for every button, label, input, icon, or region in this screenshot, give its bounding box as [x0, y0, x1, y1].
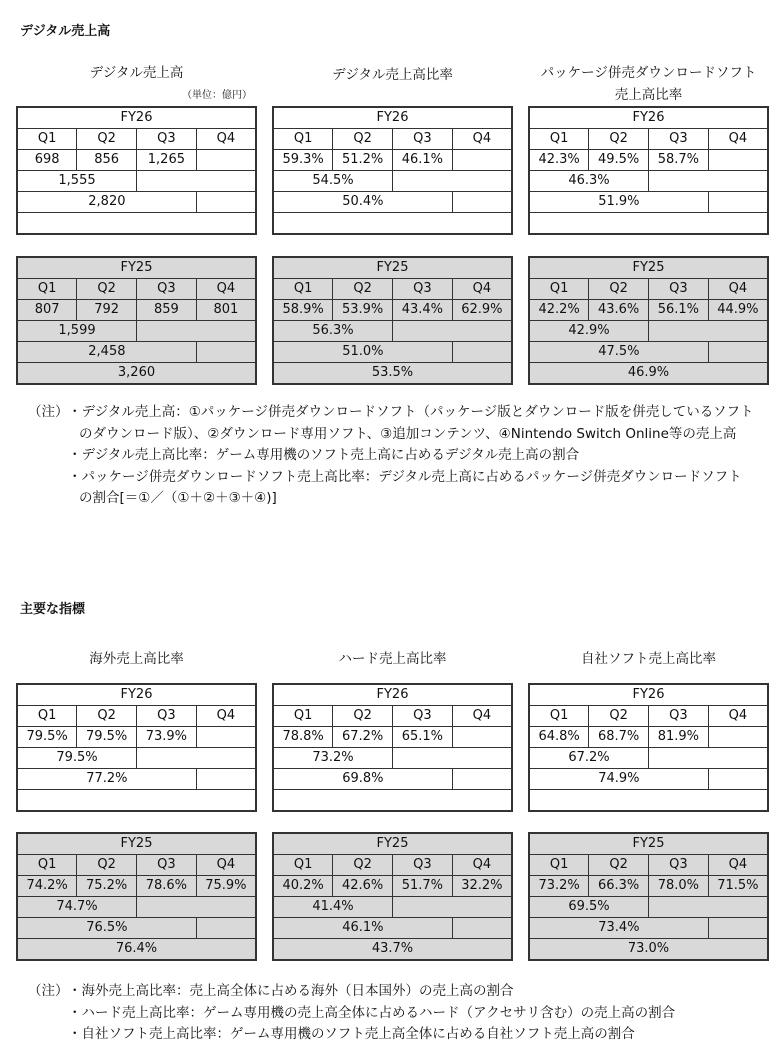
- quarter-value: 856: [77, 150, 137, 171]
- fiscal-year-header: FY26: [529, 107, 768, 129]
- nine-month-value: 76.5%: [17, 918, 196, 939]
- first-half-value: 1,555: [17, 171, 137, 192]
- annual-value: 3,260: [17, 363, 256, 385]
- quarter-header: Q2: [589, 279, 649, 300]
- quarter-value: 81.9%: [649, 727, 709, 748]
- table-row: [529, 897, 768, 918]
- fiscal-year-header: FY25: [273, 257, 512, 279]
- fiscal-year-header: FY25: [273, 833, 512, 855]
- quarter-header: Q4: [196, 855, 256, 876]
- table-row: [273, 171, 512, 192]
- notes-lines: [68, 981, 675, 1046]
- table-title-line: 自社ソフト売上高比率: [581, 651, 716, 667]
- empty-cell: [393, 321, 513, 342]
- notes-label: （注）: [28, 404, 69, 420]
- notes-lines: [68, 402, 753, 510]
- table-row: [17, 855, 256, 876]
- empty-cell: [196, 918, 256, 939]
- data-table: [272, 256, 513, 385]
- table-row: [17, 257, 256, 279]
- quarter-header: Q1: [273, 706, 333, 727]
- table-row: [17, 321, 256, 342]
- table-row: [273, 748, 512, 769]
- table-row: [273, 192, 512, 213]
- quarter-value: 73.2%: [529, 876, 589, 897]
- table-title-line: デジタル売上高: [89, 65, 184, 81]
- quarter-value: 49.5%: [589, 150, 649, 171]
- first-half-value: 54.5%: [273, 171, 393, 192]
- table-title: [16, 62, 257, 84]
- empty-cell: [649, 171, 769, 192]
- annual-value: [273, 790, 512, 812]
- table-row: [273, 706, 512, 727]
- quarter-header: Q2: [77, 279, 137, 300]
- table-row: [529, 684, 768, 706]
- quarter-value: 58.7%: [649, 150, 709, 171]
- fiscal-year-header: FY26: [529, 684, 768, 706]
- quarter-value: 78.8%: [273, 727, 333, 748]
- table-title-line: 海外売上高比率: [89, 651, 184, 667]
- table-row: [273, 939, 512, 961]
- nine-month-value: 2,458: [17, 342, 196, 363]
- table-row: [273, 107, 512, 129]
- quarter-value: 40.2%: [273, 876, 333, 897]
- table-row: [17, 748, 256, 769]
- quarter-value: 78.6%: [137, 876, 197, 897]
- first-half-value: 56.3%: [273, 321, 393, 342]
- table-title-line: ハード売上高比率: [338, 651, 447, 667]
- quarter-header: Q3: [649, 706, 709, 727]
- quarter-header: Q3: [649, 129, 709, 150]
- table-row: [529, 171, 768, 192]
- quarter-header: Q2: [333, 279, 393, 300]
- table-row: [17, 129, 256, 150]
- quarter-value: 44.9%: [708, 300, 768, 321]
- empty-cell: [137, 171, 257, 192]
- annual-value: [529, 790, 768, 812]
- quarter-value: [452, 727, 512, 748]
- quarter-header: Q3: [137, 129, 197, 150]
- quarter-value: 65.1%: [393, 727, 453, 748]
- table-row: [529, 876, 768, 897]
- table-row: [529, 790, 768, 812]
- table-row: [529, 129, 768, 150]
- quarter-header: Q1: [273, 855, 333, 876]
- table-row: [17, 918, 256, 939]
- annual-value: [17, 213, 256, 235]
- fiscal-year-header: FY26: [273, 684, 512, 706]
- notes-row: [28, 402, 753, 510]
- quarter-value: 42.3%: [529, 150, 589, 171]
- empty-cell: [452, 342, 512, 363]
- quarter-value: 73.9%: [137, 727, 197, 748]
- empty-cell: [708, 769, 768, 790]
- table-row: [529, 918, 768, 939]
- table-title-line: パッケージ併売ダウンロードソフト: [540, 65, 757, 81]
- quarter-value: 46.1%: [393, 150, 453, 171]
- data-table: [528, 256, 769, 385]
- table-row: [273, 300, 512, 321]
- data-table: [528, 832, 769, 961]
- quarter-header: Q2: [77, 855, 137, 876]
- table-row: [273, 363, 512, 385]
- table-row: [273, 342, 512, 363]
- empty-cell: [137, 321, 257, 342]
- table-row: [529, 150, 768, 171]
- quarter-value: 66.3%: [589, 876, 649, 897]
- table-row: [273, 918, 512, 939]
- nine-month-value: 74.9%: [529, 769, 708, 790]
- note-line: ・パッケージ併売ダウンロードソフト売上高比率：デジタル売上高に占めるパッケージ併売ダウンロードソフト: [68, 468, 742, 485]
- quarter-value: 51.7%: [393, 876, 453, 897]
- note-line: ・海外売上高比率：売上高全体に占める海外（日本国外）の売上高の割合: [68, 983, 514, 999]
- table-title: [528, 62, 769, 106]
- empty-cell: [393, 171, 513, 192]
- empty-cell: [708, 192, 768, 213]
- table-row: [17, 279, 256, 300]
- table-title: [272, 64, 513, 86]
- table-row: [17, 939, 256, 961]
- annual-value: [17, 790, 256, 812]
- quarter-value: [452, 150, 512, 171]
- quarter-header: Q1: [17, 706, 77, 727]
- nine-month-value: 46.1%: [273, 918, 452, 939]
- fiscal-year-header: FY26: [273, 107, 512, 129]
- table-row: [529, 855, 768, 876]
- table-title: [528, 648, 769, 670]
- table-title: [272, 648, 513, 670]
- annual-value: 46.9%: [529, 363, 768, 385]
- quarter-header: Q4: [708, 129, 768, 150]
- quarter-value: 43.6%: [589, 300, 649, 321]
- table-row: [17, 342, 256, 363]
- table-row: [17, 706, 256, 727]
- table-row: [273, 769, 512, 790]
- quarter-header: Q3: [393, 706, 453, 727]
- annual-value: 76.4%: [17, 939, 256, 961]
- data-table: [528, 683, 769, 812]
- table-row: [529, 300, 768, 321]
- quarter-header: Q1: [529, 855, 589, 876]
- quarter-value: 62.9%: [452, 300, 512, 321]
- nine-month-value: 73.4%: [529, 918, 708, 939]
- table-row: [273, 897, 512, 918]
- quarter-header: Q3: [393, 129, 453, 150]
- table-row: [529, 342, 768, 363]
- empty-cell: [452, 918, 512, 939]
- data-table: [16, 256, 257, 385]
- nine-month-value: 47.5%: [529, 342, 708, 363]
- table-row: [273, 684, 512, 706]
- quarter-value: 42.2%: [529, 300, 589, 321]
- notes: [28, 402, 753, 510]
- empty-cell: [196, 192, 256, 213]
- fiscal-year-header: FY25: [17, 833, 256, 855]
- unit-label: （単位：億円）: [182, 90, 252, 101]
- quarter-header: Q1: [273, 279, 333, 300]
- table-row: [529, 107, 768, 129]
- table-row: [17, 300, 256, 321]
- annual-value: 43.7%: [273, 939, 512, 961]
- empty-cell: [708, 342, 768, 363]
- first-half-value: 41.4%: [273, 897, 393, 918]
- fiscal-year-header: FY25: [17, 257, 256, 279]
- empty-cell: [708, 918, 768, 939]
- table-row: [273, 855, 512, 876]
- empty-cell: [137, 748, 257, 769]
- data-table: [16, 683, 257, 812]
- quarter-header: Q3: [649, 279, 709, 300]
- table-row: [17, 684, 256, 706]
- quarter-value: 807: [17, 300, 77, 321]
- quarter-value: 53.9%: [333, 300, 393, 321]
- quarter-value: 79.5%: [77, 727, 137, 748]
- note-line: ・デジタル売上高：①パッケージ併売ダウンロードソフト（パッケージ版とダウンロード版を併売しているソフト: [68, 404, 754, 420]
- quarter-header: Q4: [452, 279, 512, 300]
- first-half-value: 1,599: [17, 321, 137, 342]
- table-row: [529, 833, 768, 855]
- empty-cell: [649, 897, 769, 918]
- data-table: [16, 832, 257, 961]
- empty-cell: [393, 897, 513, 918]
- quarter-value: 43.4%: [393, 300, 453, 321]
- table-row: [273, 727, 512, 748]
- data-table: [528, 106, 769, 235]
- table-row: [273, 213, 512, 235]
- table-row: [273, 321, 512, 342]
- quarter-header: Q4: [708, 706, 768, 727]
- empty-cell: [649, 748, 769, 769]
- table-row: [273, 279, 512, 300]
- nine-month-value: 51.9%: [529, 192, 708, 213]
- empty-cell: [137, 897, 257, 918]
- empty-cell: [196, 342, 256, 363]
- table-row: [529, 748, 768, 769]
- quarter-header: Q2: [589, 129, 649, 150]
- quarter-header: Q4: [196, 706, 256, 727]
- quarter-value: 64.8%: [529, 727, 589, 748]
- quarter-header: Q1: [17, 129, 77, 150]
- quarter-header: Q3: [137, 855, 197, 876]
- fiscal-year-header: FY26: [17, 107, 256, 129]
- table-row: [273, 129, 512, 150]
- nine-month-value: 50.4%: [273, 192, 452, 213]
- quarter-header: Q3: [137, 706, 197, 727]
- quarter-header: Q4: [708, 855, 768, 876]
- first-half-value: 46.3%: [529, 171, 649, 192]
- fiscal-year-header: FY25: [529, 257, 768, 279]
- annual-value: 53.5%: [273, 363, 512, 385]
- quarter-header: Q1: [17, 279, 77, 300]
- quarter-value: 71.5%: [708, 876, 768, 897]
- quarter-header: Q3: [137, 279, 197, 300]
- table-row: [529, 321, 768, 342]
- data-table: [16, 106, 257, 235]
- quarter-header: Q3: [649, 855, 709, 876]
- table-row: [17, 897, 256, 918]
- quarter-header: Q4: [452, 129, 512, 150]
- quarter-header: Q2: [77, 706, 137, 727]
- quarter-header: Q4: [196, 129, 256, 150]
- quarter-value: 42.6%: [333, 876, 393, 897]
- quarter-header: Q3: [393, 855, 453, 876]
- annual-value: 73.0%: [529, 939, 768, 961]
- nine-month-value: 2,820: [17, 192, 196, 213]
- quarter-value: 78.0%: [649, 876, 709, 897]
- first-half-value: 79.5%: [17, 748, 137, 769]
- table-row: [529, 257, 768, 279]
- empty-cell: [452, 192, 512, 213]
- quarter-value: [708, 727, 768, 748]
- note-line: ・デジタル売上高比率：ゲーム専用機のソフト売上高に占めるデジタル売上高の割合: [68, 447, 580, 463]
- quarter-header: Q1: [273, 129, 333, 150]
- table-row: [17, 171, 256, 192]
- quarter-header: Q2: [333, 706, 393, 727]
- data-table: [272, 106, 513, 235]
- quarter-value: 1,265: [137, 150, 197, 171]
- quarter-header: Q4: [708, 279, 768, 300]
- first-half-value: 67.2%: [529, 748, 649, 769]
- quarter-header: Q2: [77, 129, 137, 150]
- table-row: [17, 363, 256, 385]
- table-row: [529, 279, 768, 300]
- nine-month-value: 51.0%: [273, 342, 452, 363]
- table-row: [17, 192, 256, 213]
- first-half-value: 74.7%: [17, 897, 137, 918]
- quarter-header: Q2: [333, 129, 393, 150]
- note-line: ・自社ソフト売上高比率：ゲーム専用機のソフト売上高全体に占める自社ソフト売上高の割合: [68, 1026, 635, 1042]
- quarter-header: Q1: [529, 706, 589, 727]
- table-row: [529, 769, 768, 790]
- quarter-header: Q4: [452, 855, 512, 876]
- quarter-value: 859: [137, 300, 197, 321]
- quarter-header: Q2: [333, 855, 393, 876]
- quarter-value: [196, 727, 256, 748]
- quarter-header: Q4: [196, 279, 256, 300]
- quarter-value: [708, 150, 768, 171]
- quarter-value: 74.2%: [17, 876, 77, 897]
- empty-cell: [452, 769, 512, 790]
- quarter-header: Q2: [589, 855, 649, 876]
- quarter-value: 32.2%: [452, 876, 512, 897]
- table-row: [273, 876, 512, 897]
- fiscal-year-header: FY26: [17, 684, 256, 706]
- first-half-value: 73.2%: [273, 748, 393, 769]
- table-row: [529, 939, 768, 961]
- notes-label: （注）: [28, 983, 69, 999]
- quarter-header: Q2: [589, 706, 649, 727]
- table-row: [17, 727, 256, 748]
- table-title-line: 売上高比率: [614, 87, 683, 103]
- note-line: ・ハード売上高比率：ゲーム専用機の売上高全体に占めるハード（アクセサリ含む）の売上高の割合: [68, 1004, 676, 1021]
- notes-row: [28, 981, 675, 1046]
- quarter-header: Q1: [529, 129, 589, 150]
- table-row: [273, 790, 512, 812]
- quarter-value: 67.2%: [333, 727, 393, 748]
- quarter-value: 58.9%: [273, 300, 333, 321]
- table-row: [17, 769, 256, 790]
- quarter-value: 56.1%: [649, 300, 709, 321]
- data-table: [272, 832, 513, 961]
- quarter-value: 68.7%: [589, 727, 649, 748]
- quarter-value: 79.5%: [17, 727, 77, 748]
- table-row: [17, 213, 256, 235]
- quarter-header: Q4: [452, 706, 512, 727]
- section-title: 主要な指標: [20, 602, 86, 617]
- table-row: [529, 363, 768, 385]
- first-half-value: 69.5%: [529, 897, 649, 918]
- table-row: [17, 790, 256, 812]
- table-row: [17, 833, 256, 855]
- quarter-header: Q3: [393, 279, 453, 300]
- empty-cell: [196, 769, 256, 790]
- table-row: [273, 833, 512, 855]
- table-title-line: デジタル売上高比率: [332, 67, 453, 83]
- note-line: の割合[＝①／（①＋②＋③＋④)]: [79, 490, 277, 506]
- note-line: のダウンロード版）、②ダウンロード専用ソフト、③追加コンテンツ、④Nintendo Switch Online等の売上高: [79, 425, 737, 442]
- nine-month-value: 77.2%: [17, 769, 196, 790]
- table-row: [529, 213, 768, 235]
- quarter-value: 801: [196, 300, 256, 321]
- table-row: [273, 257, 512, 279]
- empty-cell: [649, 321, 769, 342]
- notes: [28, 981, 675, 1046]
- table-row: [273, 150, 512, 171]
- quarter-value: 75.2%: [77, 876, 137, 897]
- table-row: [529, 706, 768, 727]
- quarter-header: Q1: [529, 279, 589, 300]
- table-row: [529, 192, 768, 213]
- annual-value: [273, 213, 512, 235]
- quarter-value: 51.2%: [333, 150, 393, 171]
- section-title: デジタル売上高: [20, 24, 111, 39]
- table-row: [17, 150, 256, 171]
- annual-value: [529, 213, 768, 235]
- quarter-value: [196, 150, 256, 171]
- table-row: [17, 876, 256, 897]
- quarter-header: Q1: [17, 855, 77, 876]
- data-table: [272, 683, 513, 812]
- table-row: [17, 107, 256, 129]
- quarter-value: 698: [17, 150, 77, 171]
- first-half-value: 42.9%: [529, 321, 649, 342]
- fiscal-year-header: FY25: [529, 833, 768, 855]
- quarter-value: 75.9%: [196, 876, 256, 897]
- quarter-value: 792: [77, 300, 137, 321]
- table-title: [16, 648, 257, 670]
- table-row: [529, 727, 768, 748]
- empty-cell: [393, 748, 513, 769]
- quarter-value: 59.3%: [273, 150, 333, 171]
- nine-month-value: 69.8%: [273, 769, 452, 790]
